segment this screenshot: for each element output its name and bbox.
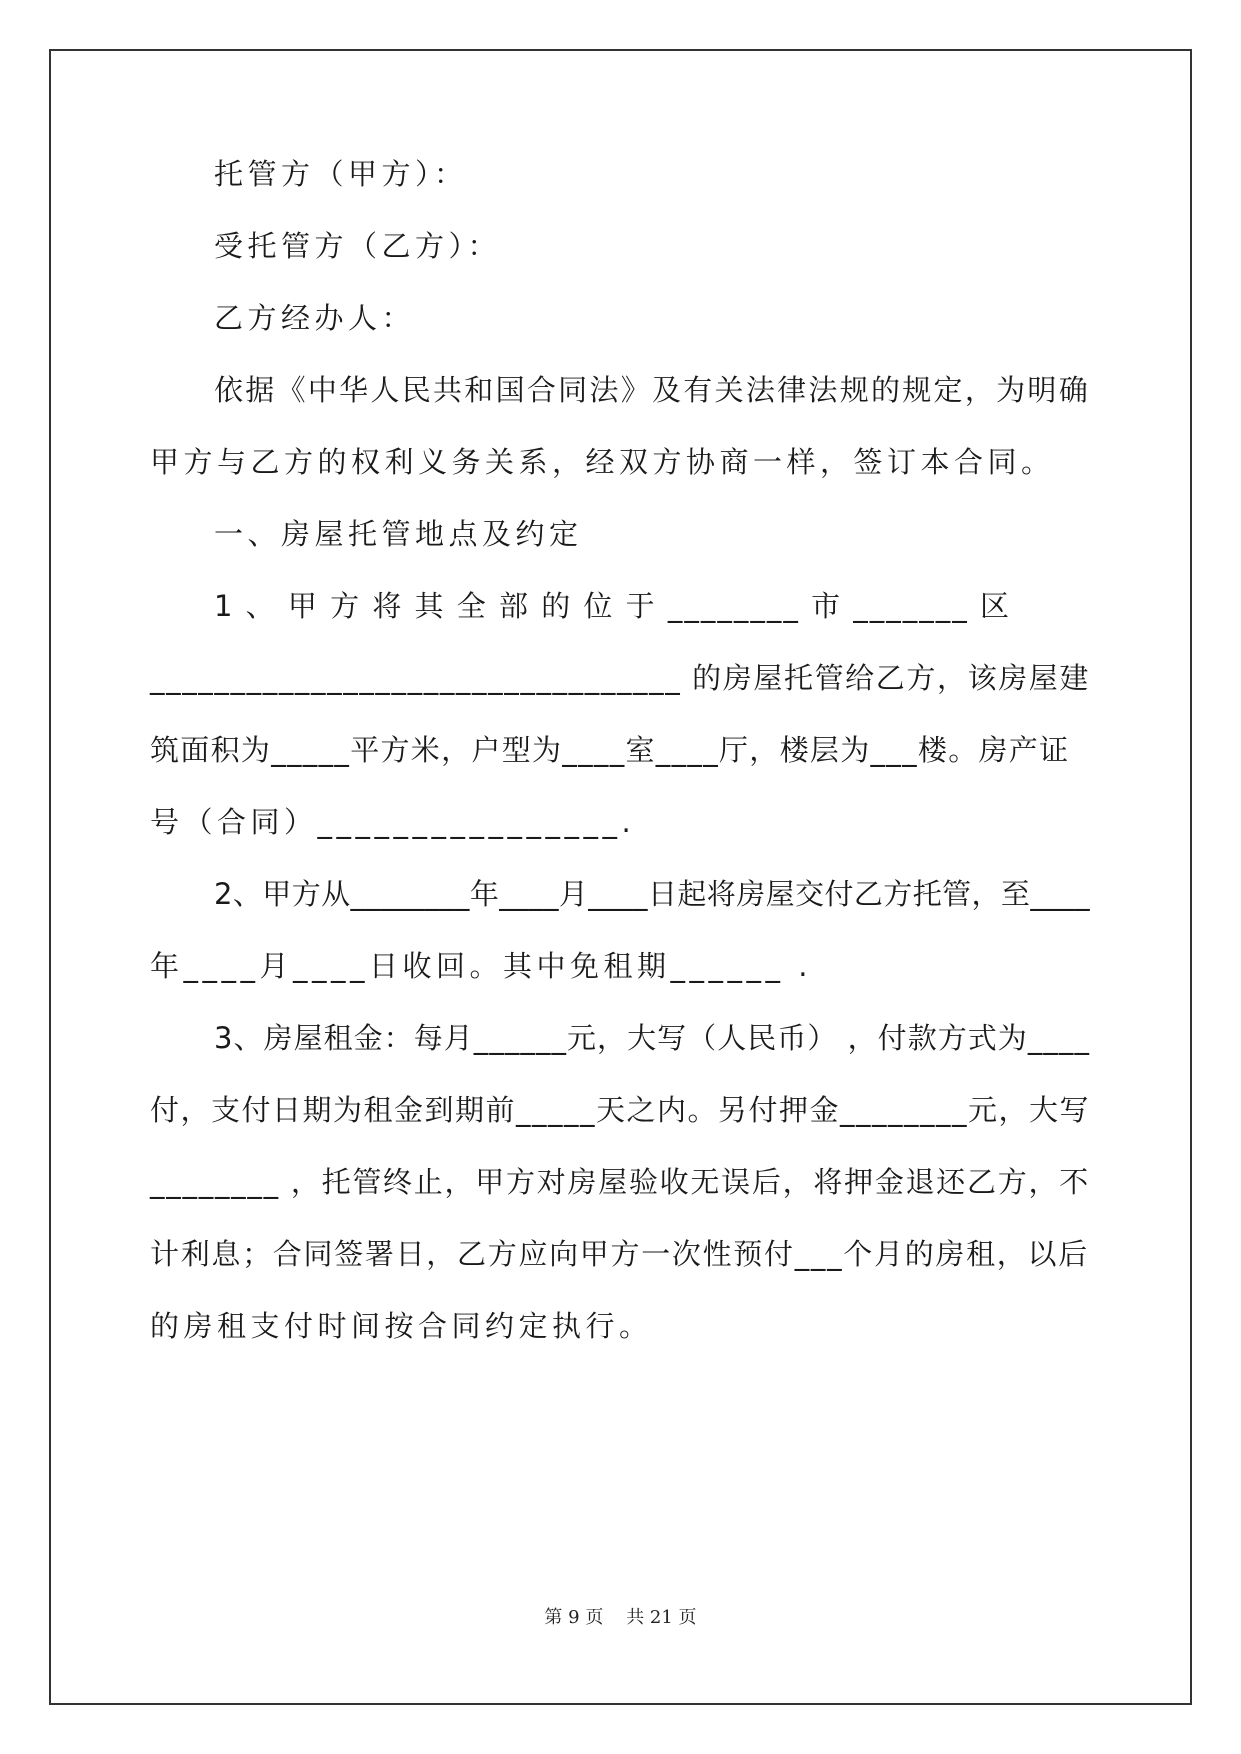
text-line: 乙方经办人： [214, 301, 416, 335]
text-line: 付，支付日期为租金到期前_____天之内。另付押金________元，大写 [150, 1093, 1090, 1127]
text-line: 年____月____日收回。其中免租期______ . [150, 949, 812, 983]
text-line: 1 、 甲 方 将 其 全 部 的 位 于 ________ 市 _______ 区 [214, 589, 1012, 623]
text-line: 的房租支付时间按合同约定执行。 [150, 1309, 653, 1343]
text-line: 托管方（甲方）： [214, 157, 468, 191]
text-line: 依据《中华人民共和国合同法》及有关法律法规的规定，为明确 [214, 373, 1090, 407]
page-footer [0, 1606, 1241, 1630]
text-line: 一、房屋托管地点及约定 [214, 517, 583, 551]
text-line: 受托管方（乙方）： [214, 229, 502, 263]
text-line: 计利息；合同签署日，乙方应向甲方一次性预付___个月的房租，以后 [150, 1237, 1089, 1271]
text-line: 甲方与乙方的权利义务关系，经双方协商一样，签订本合同。 [150, 445, 1055, 479]
page-number: 第 9 页 共 21 页 [544, 1607, 697, 1628]
text-line: _________________________________ 的房屋托管给乙方，该房屋建 [150, 661, 1090, 695]
text-line: ________ ，托管终止，甲方对房屋验收无误后，将押金退还乙方，不 [150, 1165, 1090, 1199]
text-line: 2、甲方从________年____月____日起将房屋交付乙方托管，至____ [214, 877, 1090, 911]
text-line: 3、房屋租金：每月______元，大写（人民币） ，付款方式为____ [214, 1021, 1090, 1055]
text-line: 号（合同）________________. [150, 805, 636, 839]
text-line: 筑面积为_____平方米，户型为____室____厅，楼层为___楼。房产证 [150, 733, 1070, 767]
